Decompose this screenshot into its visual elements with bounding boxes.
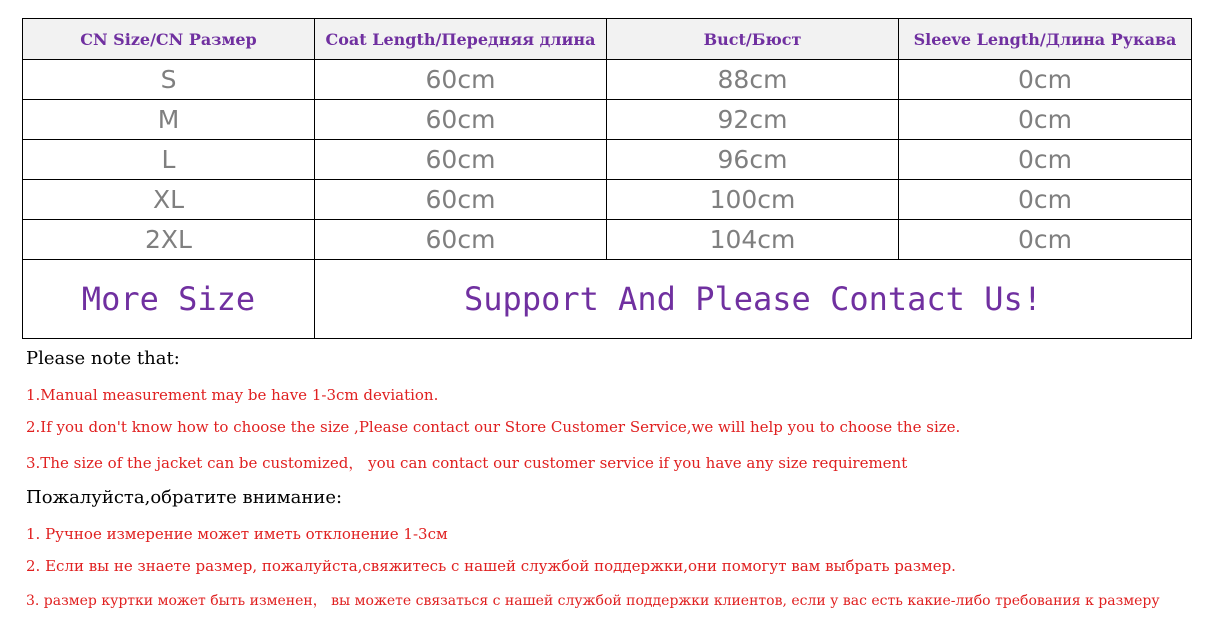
table-row (23, 60, 1192, 100)
cell-size: L (23, 140, 315, 180)
cell-bust: 88cm (607, 60, 899, 100)
note-line-en-3: 3.The size of the jacket can be customized， you can contact our customer service if you have any size requirement (26, 454, 908, 472)
cell-bust: 100cm (607, 180, 899, 220)
more-size-message: Support And Please Contact Us! (315, 260, 1192, 339)
header-sleeve-length: Sleeve Length/Длина Рукава (899, 19, 1192, 60)
table-row (23, 180, 1192, 220)
cell-sleeve-length: 0cm (899, 60, 1192, 100)
note-line-ru-3: 3. размер куртки может быть изменен， вы можете связаться с нашей службой поддержки клиентов, если у вас есть какие-либо требования к размеру (26, 593, 1160, 609)
header-size: CN Size/CN Размер (23, 19, 315, 60)
cell-sleeve-length: 0cm (899, 180, 1192, 220)
cell-coat-length: 60cm (315, 220, 607, 260)
note-line-en-2: 2.If you don't know how to choose the size ,Please contact our Store Customer Service,we will help you to choose the size. (26, 418, 961, 436)
cell-coat-length: 60cm (315, 60, 607, 100)
cell-sleeve-length: 0cm (899, 100, 1192, 140)
table-header-row (23, 19, 1192, 60)
cell-bust: 96cm (607, 140, 899, 180)
cell-size: M (23, 100, 315, 140)
cell-coat-length: 60cm (315, 180, 607, 220)
table-row (23, 220, 1192, 260)
more-size-label: More Size (23, 260, 315, 339)
size-chart-table (22, 18, 1192, 339)
cell-size: XL (23, 180, 315, 220)
note-line-en-1: 1.Manual measurement may be have 1-3cm deviation. (26, 386, 439, 404)
cell-size: 2XL (23, 220, 315, 260)
cell-coat-length: 60cm (315, 140, 607, 180)
cell-bust: 92cm (607, 100, 899, 140)
notes-heading-en: Please note that: (26, 348, 180, 369)
header-coat-length: Coat Length/Передняя длина (315, 19, 607, 60)
cell-bust: 104cm (607, 220, 899, 260)
table-row (23, 140, 1192, 180)
note-line-ru-1: 1. Ручное измерение может иметь отклонение 1-3см (26, 525, 448, 543)
cell-size: S (23, 60, 315, 100)
notes-heading-ru: Пожалуйста,обратите внимание: (26, 487, 343, 508)
table-row (23, 100, 1192, 140)
cell-coat-length: 60cm (315, 100, 607, 140)
cell-sleeve-length: 0cm (899, 220, 1192, 260)
more-size-row (23, 260, 1192, 339)
cell-sleeve-length: 0cm (899, 140, 1192, 180)
header-bust: Buct/Бюст (607, 19, 899, 60)
note-line-ru-2: 2. Если вы не знаете размер, пожалуйста,свяжитесь с нашей службой поддержки,они помогут вам выбрать размер. (26, 557, 956, 575)
